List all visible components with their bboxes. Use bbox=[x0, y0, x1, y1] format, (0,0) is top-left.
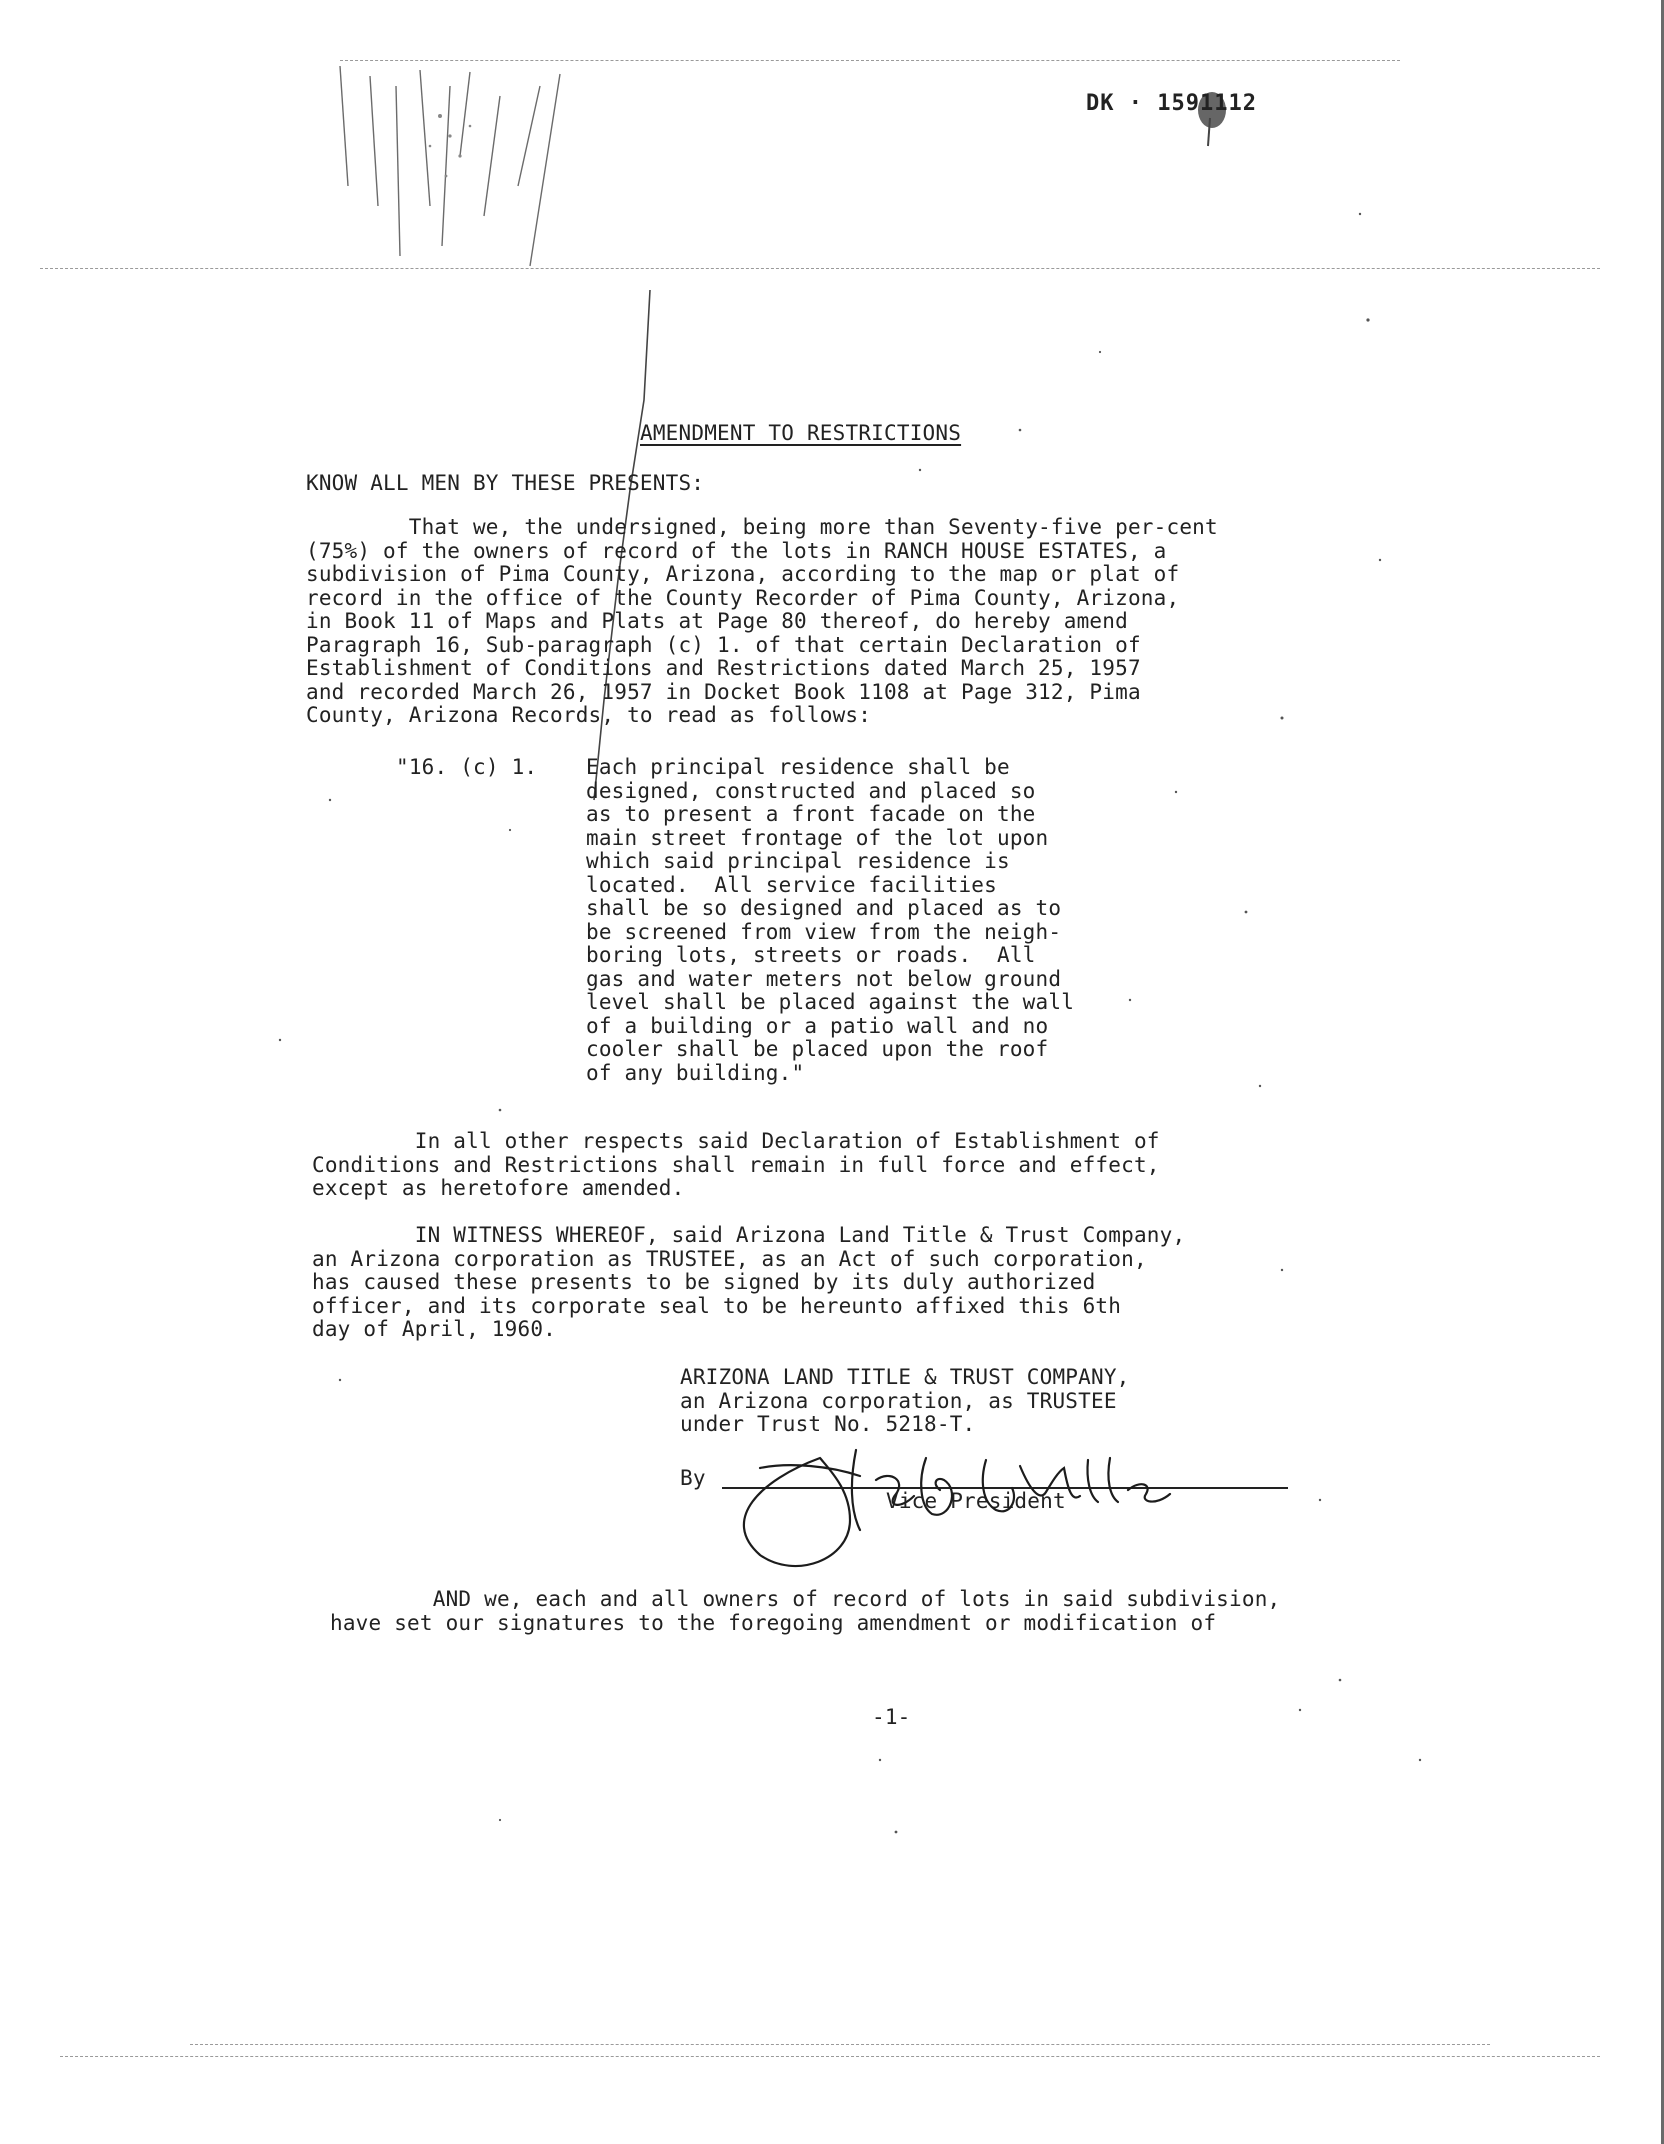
salutation: KNOW ALL MEN BY THESE PRESENTS: bbox=[306, 471, 705, 495]
quoted-section-label: "16. (c) 1. bbox=[396, 755, 538, 779]
margin-scribble bbox=[300, 56, 660, 276]
paragraph-owners: AND we, each and all owners of record of lots in said subdivision, have set our signatures to the foregoing amendment or modification of bbox=[330, 1587, 1281, 1635]
company-signature-block: ARIZONA LAND TITLE & TRUST COMPANY, an Arizona corporation, as TRUSTEE under Trust No. 5218-T. bbox=[680, 1365, 1130, 1436]
handwritten-signature bbox=[700, 1410, 1260, 1580]
signer-role: Vice President bbox=[886, 1489, 1066, 1513]
paragraph-witness: IN WITNESS WHEREOF, said Arizona Land Title & Trust Company, an Arizona corporation as TRUSTEE, as an Act of such corporation, has caused these presents to be signed by its duly authorized officer, and its corporate seal to be hereunto affixed this 6th day of April, 1960. bbox=[312, 1223, 1186, 1341]
paragraph-other-respects: In all other respects said Declaration of Establishment of Conditions and Restrictions shall remain in full force and effect, except as heretofore amended. bbox=[312, 1129, 1160, 1200]
by-label: By bbox=[680, 1466, 706, 1490]
document-reference: DK · 1591112 bbox=[1086, 91, 1257, 116]
document-title: AMENDMENT TO RESTRICTIONS bbox=[640, 421, 962, 445]
paragraph-preamble: That we, the undersigned, being more than Seventy-five per-cent (75%) of the owners of record of the lots in RANCH HOUSE ESTATES, a subdivision of Pima County, Arizona, according to the map or plat of record in the office of the County Recorder of Pima County, Arizona, in Book 11 of Maps and Plats at Page 80 thereof, do hereby amend Paragraph 16, Sub-paragraph (c) 1. of that certain Declaration of Establishment of Conditions and Restrictions dated March 25, 1957 and recorded March 26, 1957 in Docket Book 1108 at Page 312, Pima County, Arizona Records, to read as follows: bbox=[306, 515, 1218, 727]
page-number: -1- bbox=[872, 1705, 911, 1729]
quoted-section-text: Each principal residence shall be designed, constructed and placed so as to present a front facade on the main street frontage of the lot upon which said principal residence is located. All service facilities shall be so designed and placed as to be screened from view from the neigh- boring lots, streets or roads. All gas and water meters not below ground level shall be placed against the wall of a building or a patio wall and no cooler shall be placed upon the roof of any building." bbox=[586, 755, 1075, 1085]
